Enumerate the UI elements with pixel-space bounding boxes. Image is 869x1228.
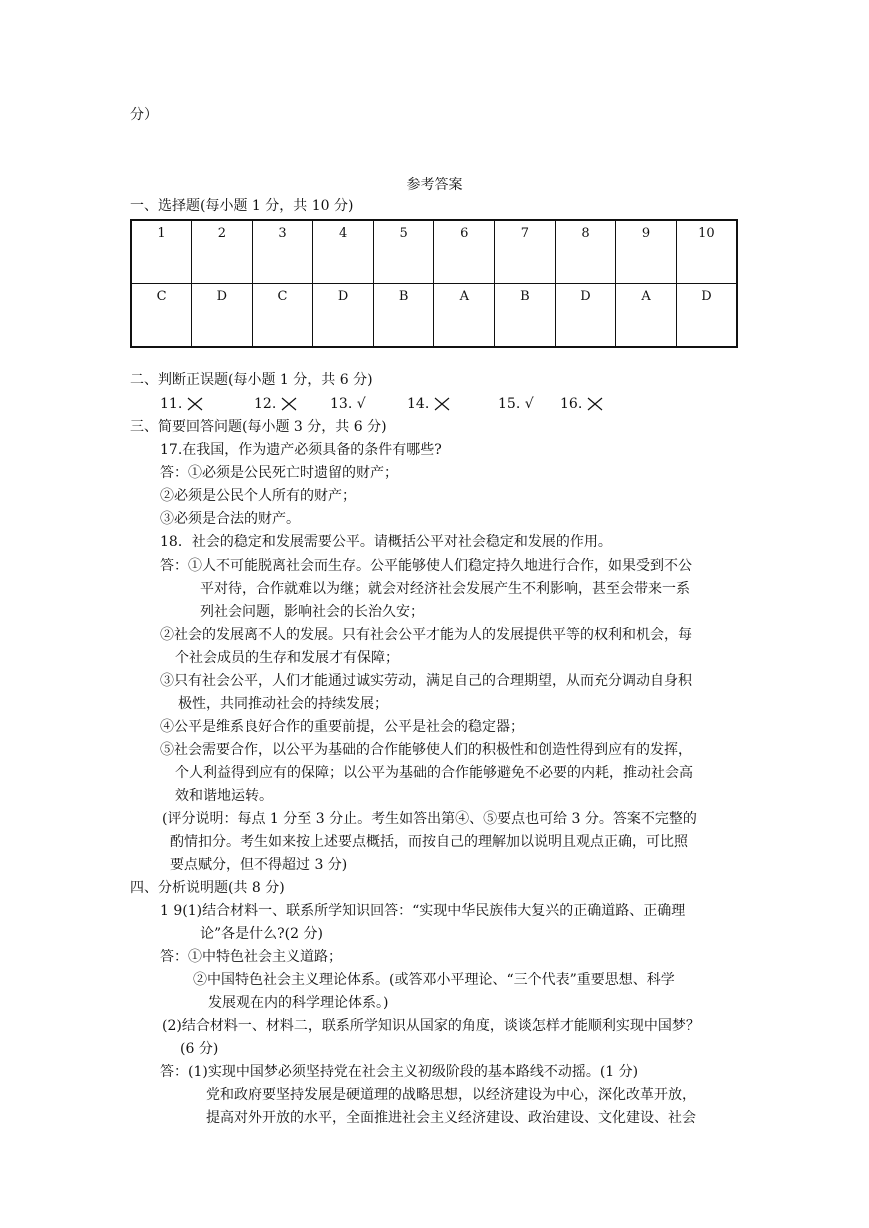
text-line: ③只有社会公平，人们才能通过诚实劳动，满足自己的合理期望，从而充分调动自身积 [160, 673, 692, 689]
text-line: ②必须是公民个人所有的财产； [160, 488, 356, 504]
judge-number: 15. [498, 396, 521, 412]
judge-item-13 [330, 394, 366, 414]
page-title: 参考答案 [406, 177, 463, 193]
table-cell: D [676, 284, 737, 348]
table-cell: 5 [373, 220, 434, 284]
table-cell: 3 [252, 220, 313, 284]
text-line: (6 分) [180, 1041, 219, 1057]
table-row-answers [131, 284, 737, 348]
section2-heading: 二、判断正误题(每小题 1 分，共 6 分) [130, 372, 373, 388]
table-cell: D [192, 284, 253, 348]
text-line: 18．社会的稳定和发展需要公平。请概括公平对社会稳定和发展的作用。 [160, 534, 612, 550]
text-line: ③必须是合法的财产。 [160, 511, 300, 527]
table-cell: 8 [555, 220, 616, 284]
table-cell: 2 [192, 220, 253, 284]
text-line: 党和政府要坚持发展是硬道理的战略思想，以经济建设为中心，深化改革开放， [206, 1087, 696, 1103]
text-line: ⑤社会需要合作，以公平为基础的合作能够使人们的积极性和创造性得到应有的发挥， [160, 742, 692, 758]
table-cell: 7 [495, 220, 556, 284]
table-cell: A [434, 284, 495, 348]
text-line: 个人利益得到应有的保障；以公平为基础的合作能够避免不必要的内耗，推动社会高 [175, 765, 693, 781]
cross-icon [281, 397, 297, 411]
table-cell: C [252, 284, 313, 348]
text-line: 提高对外开放的水平，全面推进社会主义经济建设、政治建设、文化建设、社会 [206, 1110, 696, 1126]
table-cell: D [313, 284, 374, 348]
text-line: ②中国特色社会主义理论体系。(或答邓小平理论、“三个代表”重要思想、科学 [193, 972, 675, 988]
scoring-note: 酌情扣分。考生如来按上述要点概括，而按自己的理解加以说明且观点正确，可比照 [170, 834, 688, 850]
judge-number: 16. [560, 396, 583, 412]
check-mark: √ [524, 396, 534, 412]
table-cell: 1 [131, 220, 192, 284]
text-line: 个社会成员的生存和发展才有保障； [175, 650, 399, 666]
check-mark: √ [356, 396, 366, 412]
scoring-note: (评分说明：每点 1 分至 3 分止。考生如答出第④、⑤要点也可给 3 分。答案不完整的 [162, 811, 697, 827]
text-line: 17.在我国，作为遗产必须具备的条件有哪些? [160, 442, 442, 458]
top-fragment: 分） [130, 107, 158, 123]
table-row-numbers [131, 220, 737, 284]
text-line: 1 9(1)结合材料一、联系所学知识回答：“实现中华民族伟大复兴的正确道路、正确理 [160, 903, 686, 919]
text-line: 列社会问题，影响社会的长治久安； [200, 604, 424, 620]
cross-icon [434, 397, 450, 411]
judge-number: 11. [160, 396, 183, 412]
table-cell: 9 [616, 220, 677, 284]
text-line: 极性，共同推动社会的持续发展； [178, 696, 388, 712]
text-line: 发展观在内的科学理论体系。) [208, 995, 389, 1011]
cross-icon [587, 397, 603, 411]
text-line: 答：①人不可能脱离社会而生存。公平能够使人们稳定持久地进行合作，如果受到不公 [160, 558, 692, 574]
judge-item-16 [560, 394, 603, 414]
text-line: (2)结合材料一、材料二，联系所学知识从国家的角度，谈谈怎样才能顺利实现中国梦？ [162, 1018, 700, 1034]
text-line: 答：①中特色社会主义道路； [160, 949, 342, 965]
table-cell: A [616, 284, 677, 348]
table-cell: B [495, 284, 556, 348]
scoring-note: 要点赋分，但不得超过 3 分) [170, 857, 348, 873]
judge-number: 12. [254, 396, 277, 412]
table-cell: 10 [676, 220, 737, 284]
judge-item-15 [498, 394, 534, 414]
text-line: 平对待，合作就难以为继；就会对经济社会发展产生不利影响，甚至会带来一系 [200, 581, 690, 597]
text-line: 答：①必须是公民死亡时遗留的财产； [160, 465, 398, 481]
judge-number: 14. [407, 396, 430, 412]
table-cell: D [555, 284, 616, 348]
section3-heading: 三、简要回答问题(每小题 3 分，共 6 分) [130, 419, 387, 435]
table-cell: B [373, 284, 434, 348]
section1-heading: 一、选择题(每小题 1 分，共 10 分) [130, 198, 354, 214]
cross-icon [187, 397, 203, 411]
judge-item-14 [407, 394, 450, 414]
text-line: ②社会的发展离不人的发展。只有社会公平才能为人的发展提供平等的权利和机会，每 [160, 627, 692, 643]
judge-item-11 [160, 394, 203, 414]
text-line: ④公平是维系良好合作的重要前提，公平是社会的稳定器； [160, 719, 524, 735]
answer-table [130, 219, 738, 348]
table-cell: C [131, 284, 192, 348]
text-line: 效和谐地运转。 [175, 788, 273, 804]
text-line: 论”各是什么?(2 分) [200, 926, 323, 942]
table-cell: 4 [313, 220, 374, 284]
judge-number: 13. [330, 396, 353, 412]
judge-item-12 [254, 394, 297, 414]
table-cell: 6 [434, 220, 495, 284]
section4-heading: 四、分析说明题(共 8 分) [130, 880, 285, 896]
text-line: 答：(1)实现中国梦必须坚持党在社会主义初级阶段的基本路线不动摇。(1 分) [160, 1064, 639, 1080]
